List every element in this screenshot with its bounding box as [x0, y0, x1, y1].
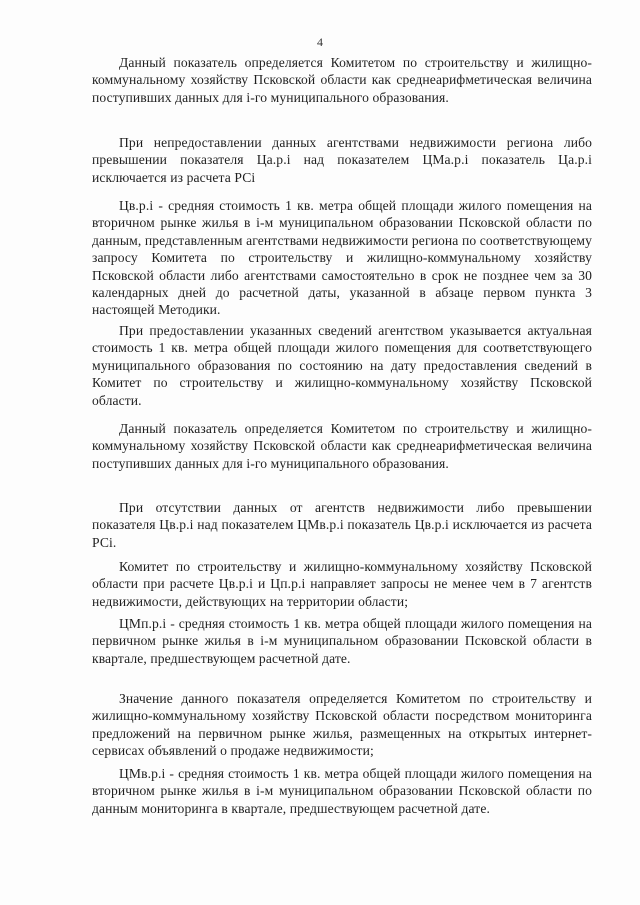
- paragraph-3: Цв.р.i - средняя стоимость 1 кв. метра общей площади жилого помещения на вторичном рынке жилья в i-м муниципальном образовании Псковской области по данным, представленным агентствами недвижимости региона по соответствующему запросу Комитета по строительству и жилищно-коммунальному хозяйству Псковской области либо агентствами самостоятельно в срок не позднее чем за 30 календарных дней до расчетной даты, указанной в абзаце первом пункта 3 настоящей Методики.: [92, 198, 592, 318]
- page-number: 4: [317, 35, 323, 49]
- paragraph-9: Значение данного показателя определяется Комитетом по строительству и жилищно-коммунальному хозяйству Псковской области посредством мониторинга предложений на первичном рынке жилья, размещенных на открытых интернет-сервисах объявлений о продаже недвижимости;: [92, 691, 592, 759]
- paragraph-8: ЦМп.р.i - средняя стоимость 1 кв. метра общей площади жилого помещения на первичном рынке жилья в i-м муниципальном образовании Псковской области в квартале, предшествующем расчетной дате.: [92, 616, 592, 666]
- paragraph-7: Комитет по строительству и жилищно-коммунальному хозяйству Псковской области при расчете Цв.р.i и Цп.р.i направляет запросы не менее чем в 7 агентств недвижимости, действующих на территории области;: [92, 559, 592, 609]
- paragraph-2: При непредоставлении данных агентствами недвижимости региона либо превышении показателя Цa.р.i над показателем ЦМa.р.i показатель Цa.р.i исключается из расчета РСi: [92, 135, 592, 185]
- paragraph-10: ЦМв.р.i - средняя стоимость 1 кв. метра общей площади жилого помещения на вторичном рынке жилья в i-м муниципальном образовании Псковской области по данным мониторинга в квартале, предшествующем расчетной дате.: [92, 766, 592, 816]
- paragraph-1: Данный показатель определяется Комитетом по строительству и жилищно-коммунальному хозяйству Псковской области как среднеарифметическая величина поступивших данных для i-го муниципального образования.: [92, 55, 592, 105]
- paragraph-4: При предоставлении указанных сведений агентством указывается актуальная стоимость 1 кв. метра общей площади жилого помещения для соответствующего муниципального образования по состоянию на дату предоставления сведений в Комитет по строительству и жилищно-коммунальному хозяйству Псковской области.: [92, 323, 592, 408]
- paragraph-6: При отсутствии данных от агентств недвижимости либо превышении показателя Цв.р.i над показателем ЦМв.р.i показатель Цв.р.i исключается из расчета РСi.: [92, 500, 592, 550]
- paragraph-5: Данный показатель определяется Комитетом по строительству и жилищно-коммунальному хозяйству Псковской области как среднеарифметическая величина поступивших данных для i-го муниципального образования.: [92, 421, 592, 471]
